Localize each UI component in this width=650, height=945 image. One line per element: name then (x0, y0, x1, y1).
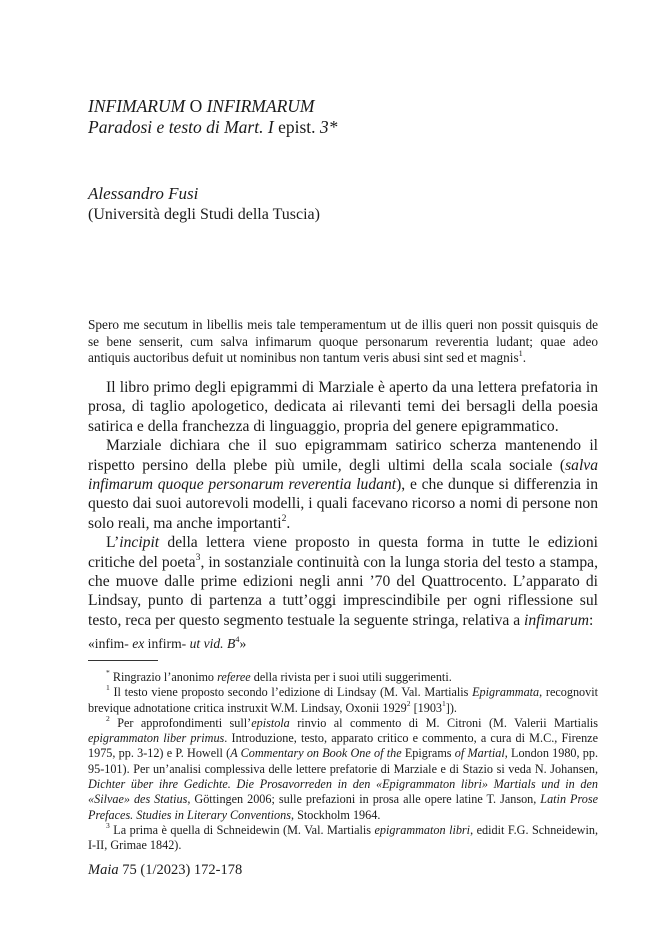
footnote-2-citroni-cont: . Introduzione, testo, apparato critico e commento, a cura di M.C., Firenze 1975, pp. 3-12) e P. Howell ( (88, 731, 598, 761)
footnotes (88, 670, 598, 854)
apparatus-siglum-sup: 4 (235, 633, 240, 644)
footnote-2-johansen-title: Dichter über ihre Gedichte. Die Prosavorreden in den «Epigrammaton libri» Martials und in den «Silvae» des Statius (88, 777, 598, 807)
subtitle-text: Paradosi e testo di Mart. (88, 117, 264, 137)
footnote-2-citroni-title: epigrammaton liber primus (88, 731, 225, 746)
footnote-1-text-cont: , recognovit brevique adnotatione critica instruxit W.M. Lindsay, Oxonii 1929 (88, 685, 599, 715)
article-subtitle (88, 117, 568, 138)
footnote-1-end: ]). (445, 700, 457, 715)
apparatus-ut-vid: ut vid. (189, 636, 224, 652)
footnote-2-johansen: , London 1980, pp. 95-101). Per un’analisi complessiva delle lettere prefatorie di Marziale e di Stazio si veda N. Johansen, (88, 746, 599, 776)
apparatus-quote (88, 635, 598, 653)
footnote-star-mark: * (106, 668, 110, 678)
footnote-separator (88, 660, 158, 661)
infimarum-term: infimarum (524, 611, 590, 629)
title-word-infimarum: INFIMARUM (88, 96, 186, 116)
footnote-2-text: Per approfondimenti sull’ (117, 715, 252, 730)
incipit-term: incipit (119, 534, 160, 552)
footnote-3-volumes: I-II (88, 838, 105, 853)
apparatus-close: » (239, 636, 247, 652)
paragraph-3-text: L’ (106, 534, 120, 552)
footnote-3-mark: 3 (106, 821, 110, 831)
footnote-2-epistola: epistola (251, 715, 290, 730)
footnote-star-text-cont: della rivista per i suoi utili suggerimenti. (253, 670, 452, 684)
footnote-3-text-cont: , edidit F.G. Schneidewin, (470, 822, 598, 837)
paragraph-2-end: . (286, 514, 291, 532)
title-word-infirmarum: INFIRMARUM (206, 96, 315, 116)
journal-volume-pages: 75 (1/2023) 172-178 (122, 862, 243, 878)
apparatus-infirm: infirm- (147, 636, 187, 652)
footnote-2-howell-title: A Commentary on Book One of the (230, 746, 402, 761)
footnote-2-of-martial: of Martial (454, 746, 505, 761)
footnote-2 (88, 716, 598, 823)
paragraph-3-end: : (589, 611, 594, 629)
apparatus-infim: «infim- (88, 636, 129, 652)
journal-citation (88, 861, 242, 879)
footnote-2-epigrams: Epigrams (404, 746, 452, 761)
footnote-2-janson: , Göttingen 2006; sulle prefazioni in prosa alle opere latine T. Janson, (187, 792, 537, 807)
footnote-star (88, 670, 598, 685)
footnote-1-bracket: [1903 (413, 700, 443, 715)
epigraph-text: Spero me secutum in libellis meis tale temperamentum ut de illis queri non possit quisquis de se bene senserit, cum salva infimarum quoque personarum reverentia ludant; quae adeo antiquis auctoribus defuit ut nominibus non tantum veris abusi sint sed et magnis (88, 317, 598, 365)
footnote-2-janson-title: Latin Prose Prefaces. Studies in Literary Conventions (88, 792, 598, 822)
footnote-3-end: , Grimae 1842). (104, 838, 182, 853)
latin-quote: salva infimarum quoque personarum reverentia ludant (88, 456, 598, 494)
footnote-1-edition-1: 1 (442, 698, 446, 708)
footnote-2-mark: 2 (106, 714, 110, 724)
footnote-2-end: , Stockholm 1964. (291, 807, 381, 822)
article-title (88, 96, 568, 117)
paragraph-2-text: Marziale dichiara che il suo epigrammam satirico scherza mantenendo il rispetto persino della plebe più umile, degli ultimi della scala sociale ( (88, 437, 598, 474)
paragraph-3-text-cont: della lettera viene proposto in questa forma in tutte le edizioni critiche del poeta (88, 534, 598, 571)
title-conjunction: O (189, 96, 203, 116)
journal-name: Maia (88, 862, 119, 878)
apparatus-ex: ex (132, 636, 145, 652)
footnote-star-text: Ringrazio l’anonimo (112, 670, 215, 684)
footnote-ref-1[interactable]: 1 (518, 348, 523, 358)
paragraph-3 (88, 533, 598, 630)
subtitle-number: 3* (319, 117, 338, 137)
footnote-1-title: Epigrammata (472, 685, 540, 700)
latin-epigraph: Spero me secutum in libellis meis tale temperamentum ut de illis queri non possit quisquis de se bene senserit, cum salva infimarum quoque personarum reverentia ludant; quae adeo antiquis auctoribus defuit ut nominibus non tantum veris abusi sint sed et magnis$^1$. (88, 317, 598, 365)
footnote-1-text: Il testo viene proposto secondo l’edizione di Lindsay (M. Val. Martialis (113, 685, 469, 700)
footnote-2-citroni: rinvio al commento di M. Citroni (M. Valerii Martialis (297, 715, 598, 730)
paragraph-2 (88, 436, 598, 533)
apparatus-siglum: B (226, 636, 236, 652)
footnote-3 (88, 823, 598, 854)
footnote-ref-3[interactable]: 3 (195, 551, 201, 563)
paragraph-2-text-cont: ), e che dunque si differenzia in questo dai suoi autorevoli modelli, i quali facevano ricorso a nomi di persone non solo reali, ma anche importanti (88, 476, 598, 532)
footnote-ref-2[interactable]: 2 (281, 512, 287, 524)
author-block (88, 183, 568, 225)
paragraph-1: Il libro primo degli epigrammi di Marziale è aperto da una lettera prefatoria in prosa, di taglio apologetico, dedicata ai rilevanti temi dei bersagli della poesia satirica e della franchezza di linguaggio, propria del genere epigrammatico. (88, 379, 598, 435)
footnote-3-title: epigrammaton libri (374, 822, 471, 837)
footnote-star-referee: referee (217, 670, 251, 684)
author-affiliation: (Università degli Studi della Tuscia) (88, 206, 320, 223)
author-name: Alessandro Fusi (88, 184, 199, 203)
subtitle-book-number: I (267, 117, 274, 137)
paragraph-3-text-main: , in sostanziale continuità con la lunga storia del testo a stampa, che muove dalle prime edizioni negli anni ’70 del Quattrocento. L’apparato di Lindsay, punto di partenza a tutt’oggi imprescindibile per ogni riflessione sul testo, reca per questo segmento testuale la seguente stringa, relativa a (88, 553, 598, 629)
footnote-1-edition-2: 2 (406, 698, 411, 708)
footnote-1-mark: 1 (106, 683, 110, 693)
footnote-3-text: La prima è quella di Schneidewin (M. Val. Martialis (113, 822, 372, 837)
title-block (88, 96, 568, 138)
article-body (88, 378, 598, 653)
footnote-1 (88, 685, 598, 716)
subtitle-epist: epist. (278, 117, 316, 137)
